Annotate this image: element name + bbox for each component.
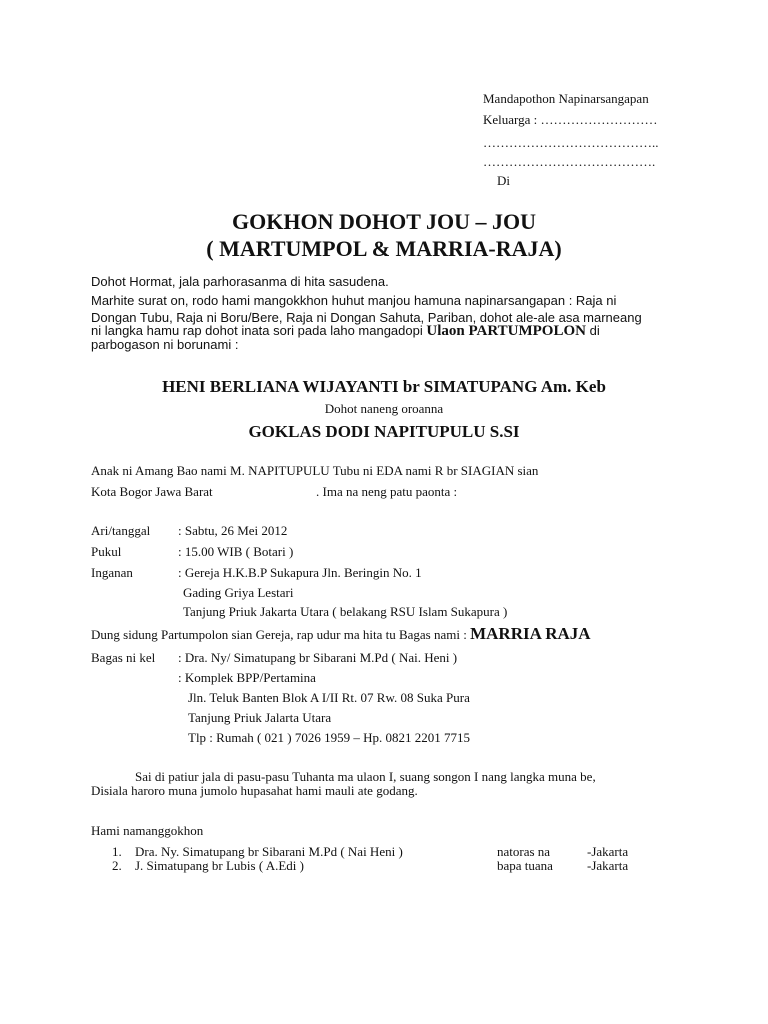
parents-line-1: Anak ni Amang Bao nami M. NAPITUPULU Tubu ni EDA nami R br SIAGIAN sian: [91, 463, 539, 478]
recipient-line-5: Di: [497, 173, 510, 188]
signatory-city: -Jakarta: [587, 858, 629, 873]
recipient-line-3: …………………………………..: [483, 135, 659, 150]
marria-raja-emphasis: MARRIA RAJA: [470, 624, 591, 643]
date-value: : Sabtu, 26 Mei 2012: [178, 523, 288, 538]
house-complex: : Komplek BPP/Pertamina: [178, 670, 316, 685]
signatory-name: Dra. Ny. Simatupang br Sibarani M.Pd ( Nai Heni ): [135, 844, 403, 859]
intro-line-2: Dongan Tubu, Raja ni Boru/Bere, Raja ni Dongan Sahuta, Pariban, dohot ale-ale asa marneang: [91, 310, 642, 325]
signatory-number: 1.: [112, 844, 122, 859]
marria-raja-text: Dung sidung Partumpolon sian Gereja, rap udur ma hita tu Bagas nami :: [91, 627, 467, 642]
time-value: : 15.00 WIB ( Botari ): [178, 544, 294, 559]
date-label: Ari/tanggal: [91, 523, 151, 538]
intro-line-1: Marhite surat on, rodo hami mangokkhon huhut manjou hamuna napinarsangapan : Raja ni: [91, 293, 617, 308]
bride-name: HENI BERLIANA WIJAYANTI br SIMATUPANG Am. Keb: [162, 377, 606, 396]
greeting-text: Dohot Hormat, jala parhorasanma di hita sasudena.: [91, 274, 389, 289]
parents-line-2a: Kota Bogor Jawa Barat: [91, 484, 213, 499]
house-host: : Dra. Ny/ Simatupang br Sibarani M.Pd ( Nai. Heni ): [178, 650, 458, 665]
closing-line-1: Sai di patiur jala di pasu-pasu Tuhanta ma ulaon I, suang songon I nang langka muna be,: [135, 769, 596, 784]
signatory-relation: bapa tuana: [497, 858, 553, 873]
house-label: Bagas ni kel: [91, 650, 156, 665]
time-label: Pukul: [91, 544, 122, 559]
signatory-number: 2.: [112, 858, 122, 873]
place-line-3: Tanjung Priuk Jakarta Utara ( belakang RSU Islam Sukapura ): [183, 604, 508, 619]
parents-line-2b: . Ima na neng patu paonta :: [316, 484, 458, 499]
signatories-heading: Hami namanggokhon: [91, 823, 204, 838]
closing-line-2: Disiala haroro muna jumolo hupasahat hami mauli ate godang.: [91, 783, 418, 798]
house-street: Jln. Teluk Banten Blok A I/II Rt. 07 Rw. 08 Suka Pura: [188, 690, 470, 705]
place-value: : Gereja H.K.B.P Sukapura Jln. Beringin No. 1: [178, 565, 422, 580]
house-phone: Tlp : Rumah ( 021 ) 7026 1959 – Hp. 0821 2201 7715: [188, 730, 471, 745]
couple-joiner: Dohot naneng oroanna: [324, 401, 444, 416]
house-district: Tanjung Priuk Jalarta Utara: [188, 710, 332, 725]
signatory-name: J. Simatupang br Lubis ( A.Edi ): [135, 858, 304, 873]
intro-line-3-text: ni langka hamu rap dohot inata sori pada laho mangadopi: [91, 323, 423, 338]
groom-name: GOKLAS DODI NAPITUPULU S.SI: [248, 422, 520, 441]
document-title-line-1: GOKHON DOHOT JOU – JOU: [232, 209, 536, 234]
recipient-line-1: Mandapothon Napinarsangapan: [483, 91, 649, 106]
recipient-line-2: Keluarga : ………………………: [483, 112, 658, 127]
signatory-city: -Jakarta: [587, 844, 629, 859]
place-label: Inganan: [91, 565, 133, 580]
signatory-relation: natoras na: [497, 844, 551, 859]
intro-line-3-suffix: di: [589, 323, 600, 338]
intro-line-4: parbogason ni borunami :: [91, 337, 239, 352]
document-title-line-2: ( MARTUMPOL & MARRIA-RAJA): [206, 236, 562, 261]
place-line-2: Gading Griya Lestari: [183, 585, 294, 600]
recipient-line-4: ………………………………….: [483, 154, 656, 169]
ceremony-name: Ulaon PARTUMPOLON: [426, 323, 586, 339]
marria-raja-line: [91, 624, 591, 644]
